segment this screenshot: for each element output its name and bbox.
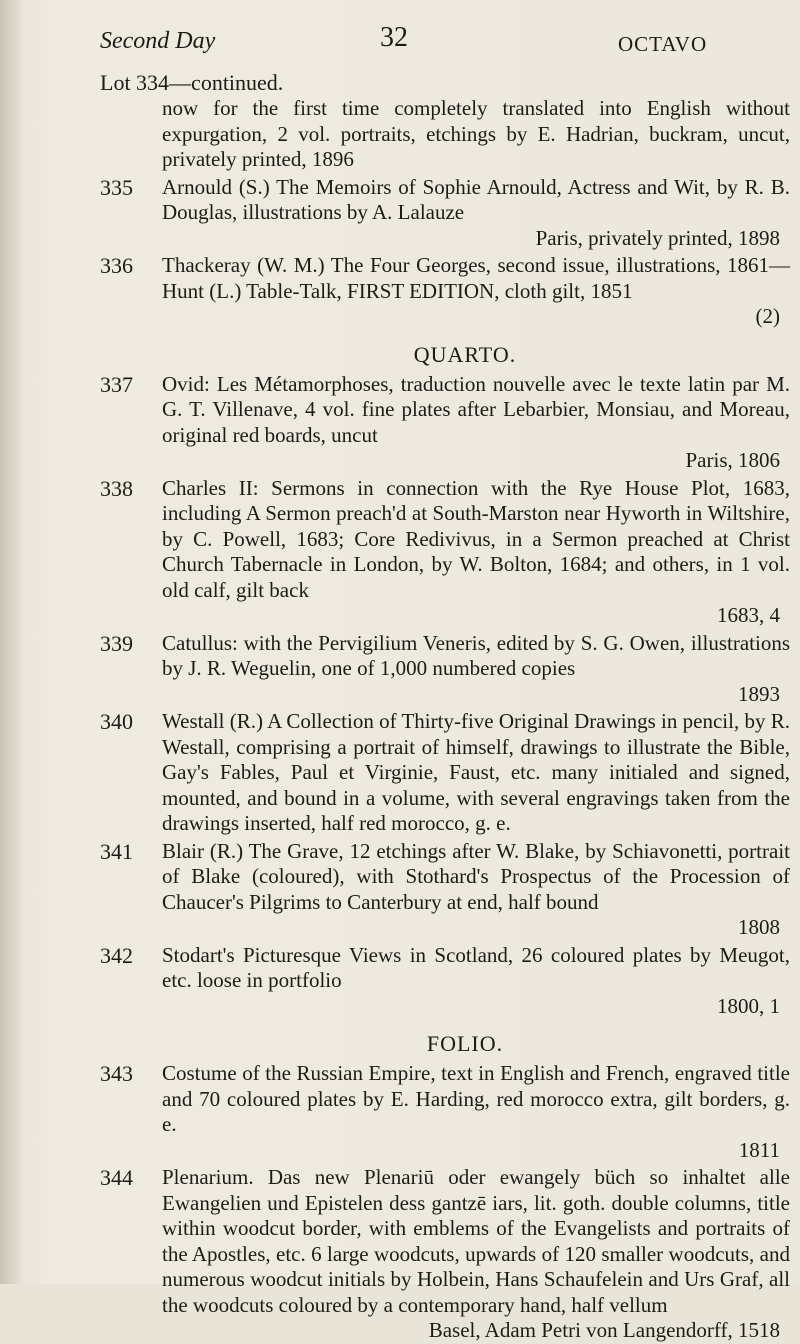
- continued-heading: Lot 334—continued.: [100, 70, 284, 95]
- lot-entry: [100, 1061, 790, 1163]
- octavo-lot-list: [100, 175, 790, 330]
- lot-number: 338: [100, 475, 133, 501]
- page-header: [0, 22, 800, 62]
- lot-entry: [100, 476, 790, 629]
- lot-date: 1811: [738, 1137, 780, 1162]
- continued-entry: [100, 70, 790, 173]
- lot-description: Stodart's Picturesque Views in Scotland, 26 coloured plates by Meugot, etc. loose in portfolio: [162, 942, 790, 992]
- header-day: Second Day: [100, 28, 216, 54]
- continued-text: now for the first time completely translated into English without expurgation, 2 vol. portraits, etchings by E. Hadrian, buckram, uncut, privately printed, 1896: [162, 96, 790, 171]
- lot-entry: [100, 1165, 790, 1344]
- lot-entry: [100, 839, 790, 941]
- lot-description: Ovid: Les Métamorphoses, traduction nouvelle avec le texte latin par M. G. T. Villenave, 4 vol. fine plates after Lebarbier, Monsiau, and Moreau, original red boards, uncut: [162, 371, 790, 447]
- lot-date: Basel, Adam Petri von Langendorff, 1518: [428, 1318, 780, 1342]
- lot-date: (2): [755, 304, 780, 328]
- lot-description: Arnould (S.) The Memoirs of Sophie Arnould, Actress and Wit, by R. B. Douglas, illustrations by A. Lalauze: [162, 174, 790, 224]
- lot-description: Blair (R.) The Grave, 12 etchings after W. Blake, by Schiavonetti, portrait of Blake (coloured), with Stothard's Prospectus of the Procession of Chaucer's Pilgrims to Canterbury at end, half bound: [162, 838, 790, 914]
- lot-number: 341: [100, 838, 133, 864]
- folio-section-title: FOLIO.: [426, 1031, 504, 1056]
- quarto-section-title: QUARTO.: [413, 341, 517, 367]
- lot-date: 1800, 1: [717, 993, 780, 1018]
- lot-description: Catullus: with the Pervigilium Veneris, edited by S. G. Owen, illustrations by J. R. Weguelin, one of 1,000 numbered copies: [162, 630, 790, 680]
- header-format: OCTAVO: [618, 32, 708, 56]
- catalogue-content: [100, 70, 790, 1344]
- lot-number: 342: [100, 942, 133, 968]
- lot-description: Westall (R.) A Collection of Thirty-five Original Drawings in pencil, by R. Westall, comprising a portrait of himself, drawings to illustrate the Bible, Gay's Fables, Paul et Virginie, Faust, etc. many initialed and signed, mounted, and bound in a volume, with several engravings taken from the drawings inserted, half red morocco, g. e.: [162, 709, 790, 835]
- page-number: 32: [380, 22, 408, 53]
- page-edge-shadow: [0, 0, 24, 1284]
- lot-number: 339: [100, 630, 133, 656]
- lot-number: 344: [100, 1165, 133, 1190]
- lot-entry: [100, 372, 790, 474]
- folio-lot-list: [100, 1061, 790, 1344]
- lot-date: 1808: [738, 915, 780, 939]
- lot-date: Paris, 1806: [685, 448, 780, 472]
- quarto-lot-list: [100, 372, 790, 1020]
- lot-description: Plenarium. Das new Plenariū oder ewangely büch so inhaltet alle Ewangelien und Epistelen dess gantzē iars, lit. goth. double columns, title within woodcut border, with emblems of the Evangelists and portraits of the Apostles, etc. 6 large woodcuts, upwards of 120 smaller woodcuts, and numerous woodcut initials by Holbein, Hans Schaufelein and Urs Graf, all the woodcuts coloured by a contemporary hand, half vellum: [162, 1165, 790, 1317]
- lot-number: 337: [100, 371, 133, 397]
- lot-entry: [100, 631, 790, 708]
- lot-number: 343: [100, 1061, 133, 1086]
- lot-date: 1683, 4: [717, 603, 780, 627]
- lot-date: Paris, privately printed, 1898: [535, 225, 780, 250]
- lot-entry: [100, 175, 790, 252]
- lot-number: 336: [100, 253, 133, 278]
- lot-entry: [100, 253, 790, 330]
- lot-description: Charles II: Sermons in connection with the Rye House Plot, 1683, including A Sermon preach'd at South-Marston near Hyworth in Wiltshire, by C. Powell, 1683; Core Redivivus, in a Sermon preached at Christ Church Tabernacle in London, by W. Bolton, 1684; and others, in 1 vol. old calf, gilt back: [162, 475, 790, 602]
- lot-entry: [100, 709, 790, 837]
- lot-number: 340: [100, 709, 133, 734]
- lot-entry: [100, 943, 790, 1020]
- lot-number: 335: [100, 174, 133, 200]
- lot-date: 1893: [738, 681, 780, 706]
- lot-description: Thackeray (W. M.) The Four Georges, second issue, illustrations, 1861—Hunt (L.) Table-Talk, FIRST EDITION, cloth gilt, 1851: [162, 253, 790, 303]
- lot-description: Costume of the Russian Empire, text in English and French, engraved title and 70 coloured plates by E. Harding, red morocco extra, gilt borders, g. e.: [162, 1061, 790, 1136]
